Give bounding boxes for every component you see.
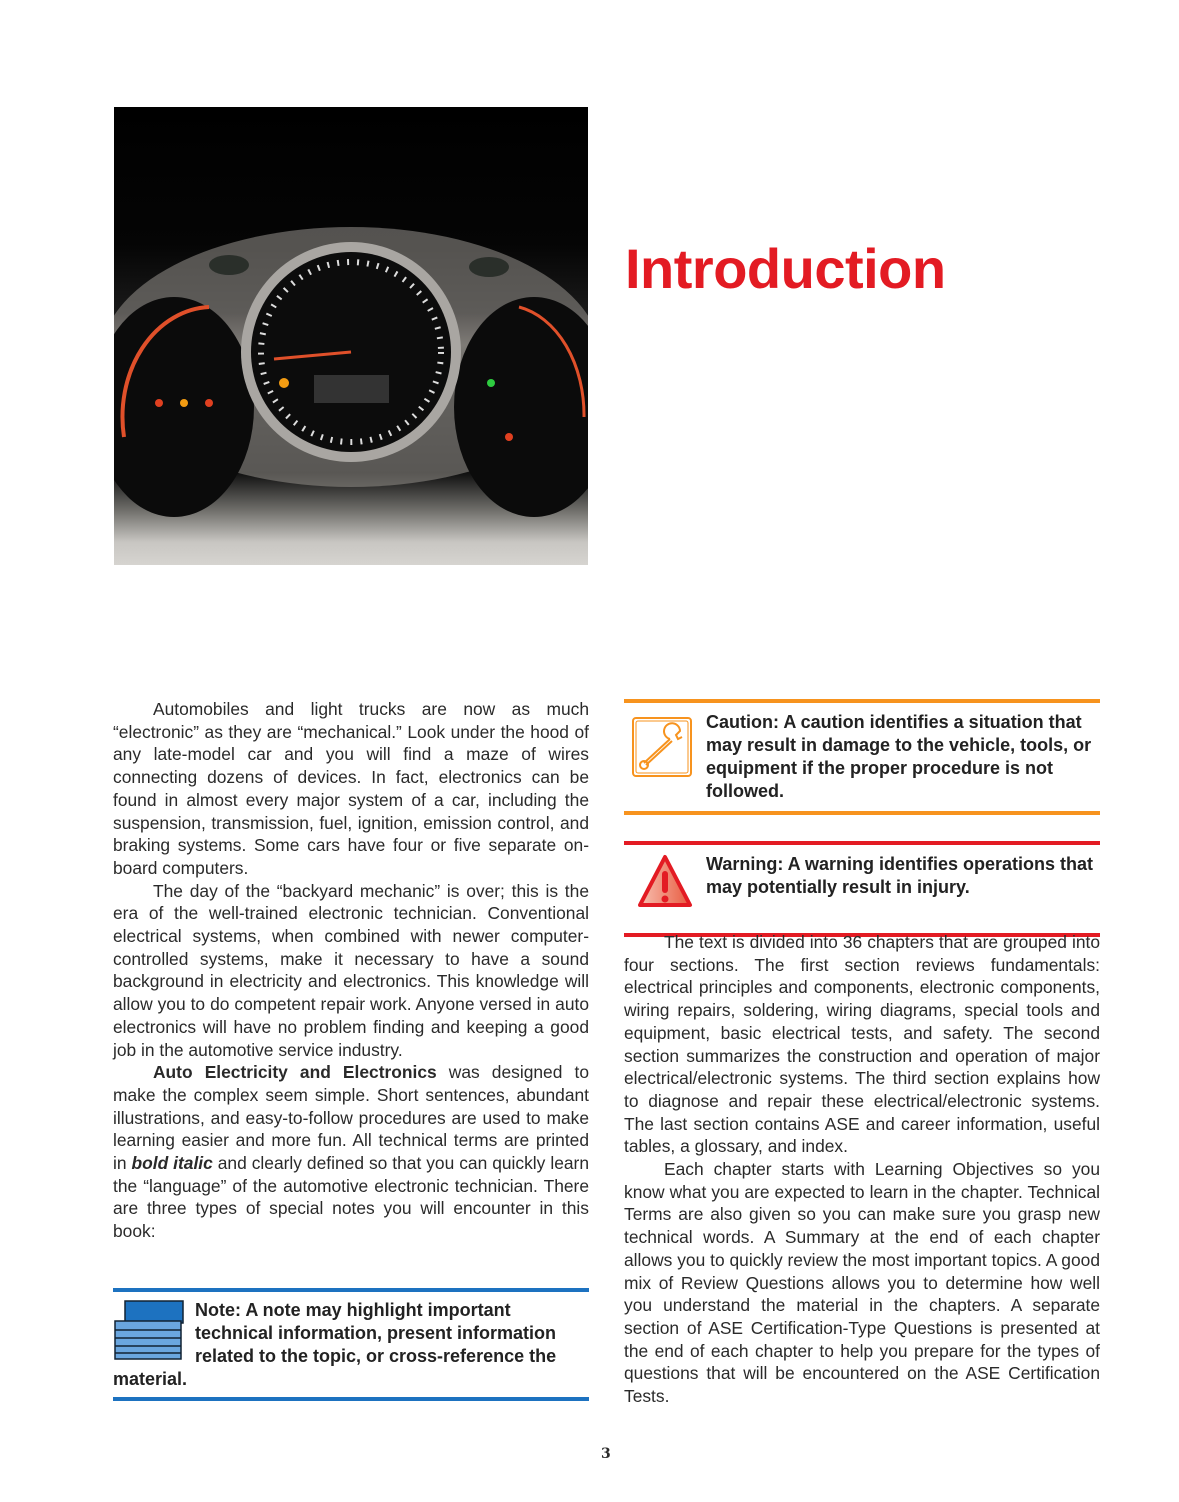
paragraph-text: was designed to make the complex seem simple. Short sentences, abundant illustrations, and easy-to-follow procedures are used to make learning easier and more fun. All technical terms are printed in [113, 1062, 589, 1174]
caution-box [624, 699, 1100, 815]
wrench-icon [632, 717, 692, 783]
paragraph [113, 1061, 589, 1243]
note-rule-bottom [113, 1397, 589, 1401]
warning-triangle-icon [636, 853, 694, 917]
warning-box [624, 841, 1100, 937]
book-title: Auto Electricity and Electronics [153, 1062, 437, 1083]
note-box [113, 1288, 589, 1401]
page-number: 3 [601, 1446, 611, 1462]
caution-text: Caution: A caution identifies a situation that may result in damage to the vehicle, tools, or equipment if the proper procedure is not followed. [706, 712, 1092, 801]
paragraph: The day of the “backyard mechanic” is over; this is the era of the well-trained electronic technician. Conventional electrical systems, when combined with newer computer-controlled systems, make it necessary to have a sound background in electricity and electronics. This knowledge will allow you to do competent repair work. Anyone versed in auto electronics will have no problem finding and keeping a good job in the automotive service industry. [113, 880, 589, 1060]
left-column-text [113, 698, 589, 1243]
instrument-cluster-illustration [114, 107, 588, 565]
paragraph: The text is divided into 36 chapters that are grouped into four sections. The first section reviews fundamentals: electrical principles and components, electronic components, wiring repairs, soldering, wiring diagrams, special tools and equipment, basic electrical tests, and safety. The second section summarizes the construction and operation of major electrical/electronic systems. The third section explains how to diagnose and repair these electrical/electronic systems. The last section contains ASE and career information, useful tables, a glossary, and index. [624, 932, 1100, 1157]
right-column-text [624, 931, 1100, 1408]
dashboard-photo [114, 107, 588, 565]
emphasis-text: bold italic [131, 1153, 213, 1174]
page-title: Introduction [625, 237, 946, 300]
paragraph: Automobiles and light trucks are now as much “electronic” as they are “mechanical.” Look under the hood of any late-model car and you will find a maze of wires connecting dozens of devices. In fact, electronics can be found in almost every major system of a car, including the suspension, transmission, fuel, ignition, emission control, and braking systems. Some cars have four or five separate on-board computers. [113, 699, 589, 878]
caution-rule-bottom [624, 811, 1100, 815]
note-text: Note: A note may highlight important technical information, present information related to the topic, or cross-reference the material. [113, 1300, 557, 1389]
paragraph-text: and clearly defined so that you can quickly learn the “language” of the automotive electronic technician. There are three types of special notes you will encounter in this book: [113, 1153, 589, 1242]
paragraph: Each chapter starts with Learning Objectives so you know what you are expected to learn in the chapter. Technical Terms are also given so you can make sure you grasp new technical words. A Summary at the end of each chapter allows you to quickly review the most important topics. A good mix of Review Questions allows you to determine how well you understand the material in the chapters. A separate section of ASE Certification-Type Questions is presented at the end of each chapter to help you prepare for the types of questions that will be encountered on the ASE Certification Tests. [624, 1159, 1100, 1407]
toolbox-icon [113, 1299, 185, 1367]
warning-text: Warning: A warning identifies operations that may potentially result in injury. [706, 854, 1094, 897]
